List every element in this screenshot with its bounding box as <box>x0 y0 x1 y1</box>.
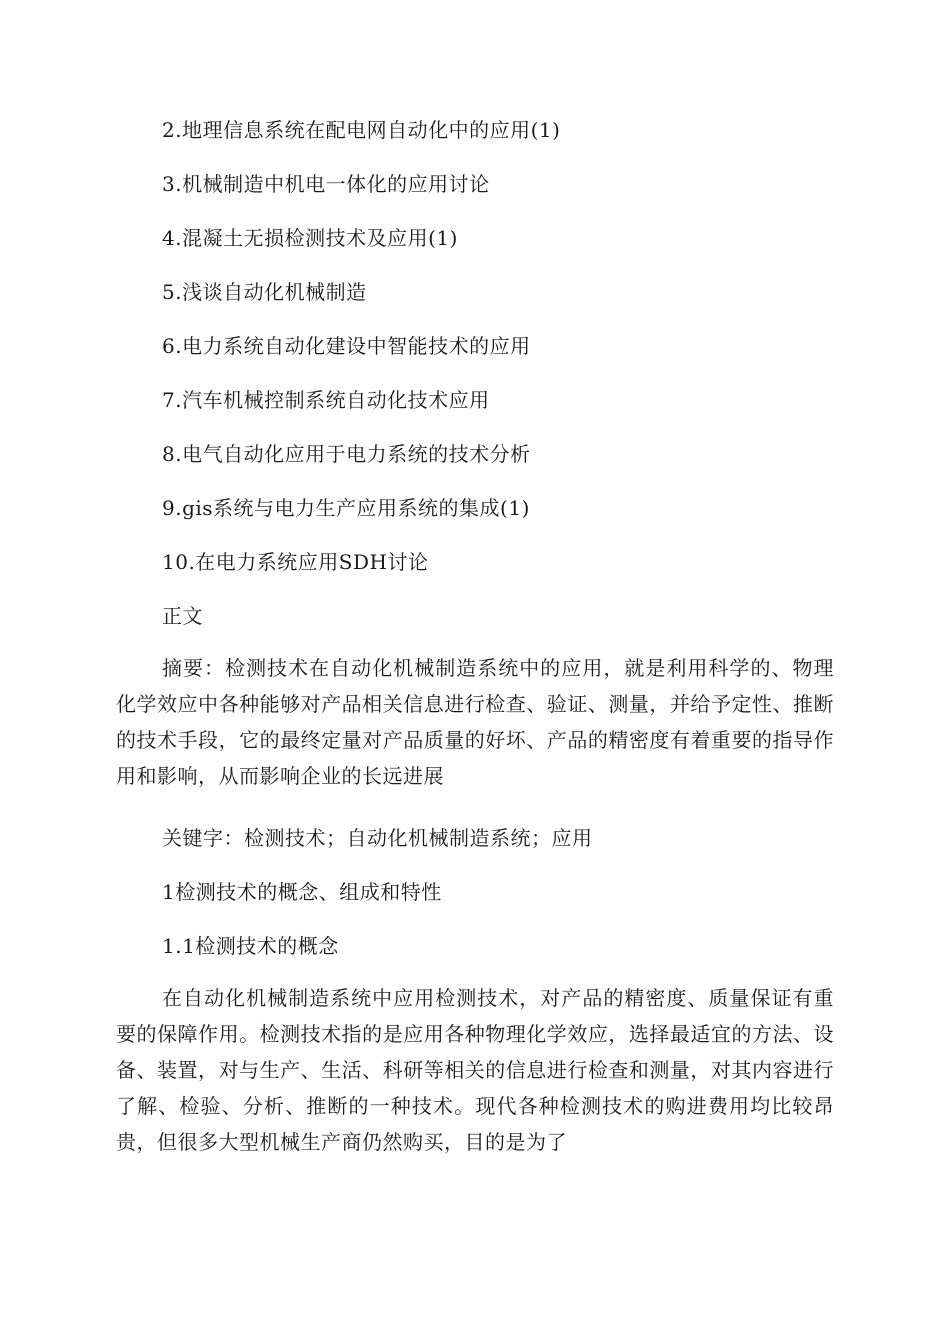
section-1-1-paragraph: 在自动化机械制造系统中应用检测技术，对产品的精密度、质量保证有重要的保障作用。检测技术指的是应用各种物理化学效应，选择最适宜的方法、设备、装置，对与生产、生活、科研等相关的信息进行检查和测量，对其内容进行了解、检验、分析、推断的一种技术。现代各种检测技术的购进费用均比较昂贵，但很多大型机械生产商仍然购买，目的是为了 <box>116 986 834 1154</box>
toc-item-5: 5.浅谈自动化机械制造 <box>162 280 367 304</box>
section-1-1-title: 1.1检测技术的概念 <box>162 934 339 958</box>
toc-item-10: 10.在电力系统应用SDH讨论 <box>162 550 429 574</box>
toc-item-7: 7.汽车机械控制系统自动化技术应用 <box>162 388 490 412</box>
section-1-title: 1检测技术的概念、组成和特性 <box>162 880 442 904</box>
body-heading: 正文 <box>162 604 203 628</box>
toc-item-8: 8.电气自动化应用于电力系统的技术分析 <box>162 442 531 466</box>
toc-item-3: 3.机械制造中机电一体化的应用讨论 <box>162 172 490 196</box>
keywords-line: 关键字：检测技术；自动化机械制造系统；应用 <box>162 826 593 850</box>
abstract-paragraph: 摘要：检测技术在自动化机械制造系统中的应用，就是利用科学的、物理化学效应中各种能够对产品相关信息进行检查、验证、测量，并给予定性、推断的技术手段，它的最终定量对产品质量的好坏、产品的精密度有着重要的指导作用和影响，从而影响企业的长远进展 <box>116 656 834 788</box>
toc-item-9: 9.gis系统与电力生产应用系统的集成(1) <box>162 496 530 520</box>
toc-item-2: 2.地理信息系统在配电网自动化中的应用(1) <box>162 118 561 142</box>
toc-item-4: 4.混凝土无损检测技术及应用(1) <box>162 226 458 250</box>
toc-item-6: 6.电力系统自动化建设中智能技术的应用 <box>162 334 531 358</box>
